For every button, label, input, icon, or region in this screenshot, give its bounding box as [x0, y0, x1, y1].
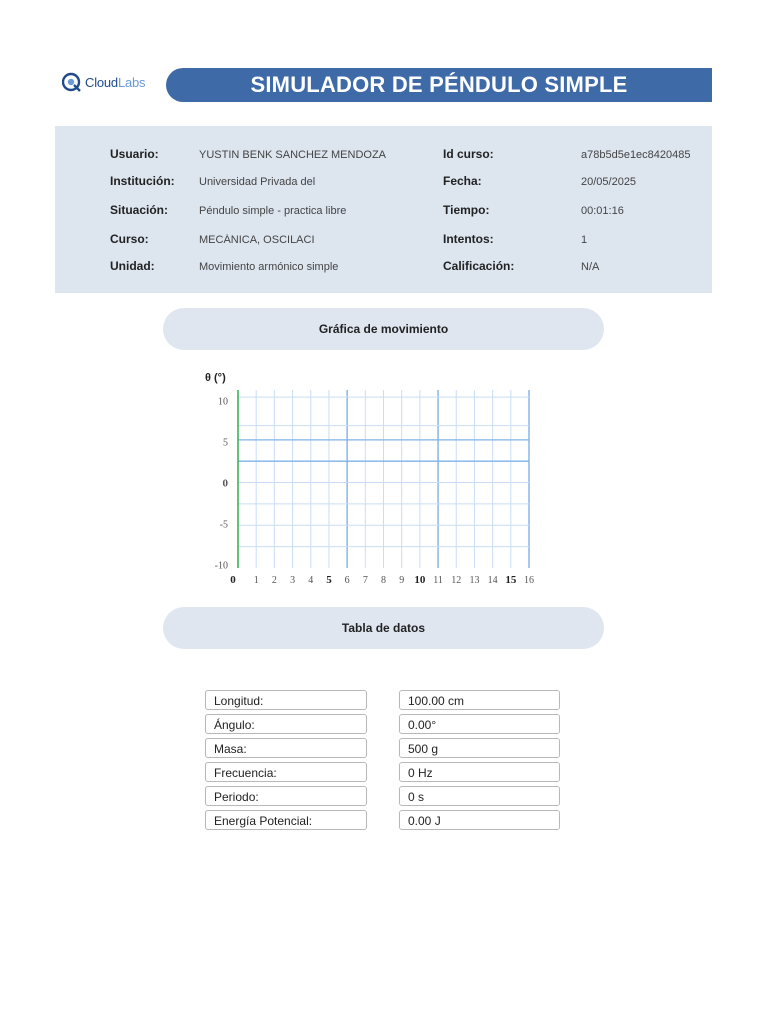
data-table-value: 0 Hz: [399, 762, 560, 782]
grade-value: N/A: [581, 261, 600, 273]
situation-label: Situación:: [110, 203, 169, 217]
data-table-label: Frecuencia:: [205, 762, 367, 782]
x-tick-label: 8: [381, 575, 386, 586]
attempts-label: Intentos:: [443, 232, 494, 246]
institution-value: Universidad Privada del: [199, 176, 316, 188]
data-table-label: Energía Potencial:: [205, 810, 367, 830]
cloud-labs-logo-icon: [62, 72, 82, 92]
x-tick-label: 2: [271, 575, 277, 586]
situation-value: Péndulo simple - practica libre: [199, 205, 347, 217]
motion-chart: [195, 366, 540, 592]
x-tick-label: 7: [362, 575, 368, 586]
attempts-value: 1: [581, 234, 588, 246]
data-table-value: 100.00 cm: [399, 690, 560, 710]
session-info-panel: [55, 126, 712, 293]
x-tick-label: 1: [253, 575, 259, 586]
x-tick-label: 11: [433, 575, 443, 586]
y-tick-label: -5: [219, 519, 228, 531]
course-id-value: a78b5d5e1ec8420485: [581, 149, 691, 161]
data-table-value: 0.00°: [399, 714, 560, 734]
title-banner: [166, 68, 712, 102]
x-tick-label: 15: [505, 574, 517, 586]
x-tick-label: 5: [326, 574, 332, 586]
table-section-header: Tabla de datos: [163, 607, 604, 649]
date-value: 20/05/2025: [581, 176, 637, 188]
y-tick-label: 5: [223, 437, 228, 449]
x-tick-label: 12: [451, 575, 462, 586]
x-tick-label: 3: [290, 575, 296, 586]
data-table-label: Longitud:: [205, 690, 367, 710]
unit-label: Unidad:: [110, 259, 155, 273]
y-tick-label: -10: [214, 560, 228, 572]
x-tick-label: 0: [230, 574, 236, 586]
x-tick-label: 14: [487, 575, 498, 586]
data-table-label: Ángulo:: [205, 714, 367, 734]
x-tick-label: 6: [344, 575, 350, 586]
time-value: 00:01:16: [581, 205, 624, 217]
x-tick-label: 10: [414, 574, 426, 586]
institution-label: Institución:: [110, 174, 175, 188]
x-tick-label: 16: [524, 575, 534, 586]
data-table-value: 0.00 J: [399, 810, 560, 830]
y-tick-label: 10: [218, 396, 228, 408]
data-table-label: Periodo:: [205, 786, 367, 806]
cloudlabs-logo: [62, 72, 145, 92]
page-title: SIMULADOR DE PÉNDULO SIMPLE: [250, 72, 628, 97]
course-id-label: Id curso:: [443, 147, 494, 161]
logo-wordmark: CloudLabs: [85, 74, 146, 90]
data-table-value: 500 g: [399, 738, 560, 758]
time-label: Tiempo:: [443, 203, 490, 217]
chart-section-header: Gráfica de movimiento: [163, 308, 604, 350]
x-tick-label: 4: [308, 575, 314, 586]
y-axis-label: θ (°): [205, 372, 226, 384]
grade-label: Calificación:: [443, 259, 515, 273]
date-label: Fecha:: [443, 174, 482, 188]
y-tick-label: 0: [222, 477, 228, 490]
course-value: MECÁNICA, OSCILACI: [199, 234, 315, 246]
data-table-value: 0 s: [399, 786, 560, 806]
unit-value: Movimiento armónico simple: [199, 261, 339, 273]
data-table-label: Masa:: [205, 738, 367, 758]
course-label: Curso:: [110, 232, 149, 246]
user-value: YUSTIN BENK SANCHEZ MENDOZA: [199, 149, 387, 161]
user-label: Usuario:: [110, 147, 159, 161]
x-tick-label: 13: [469, 575, 480, 586]
x-tick-label: 9: [399, 575, 405, 586]
